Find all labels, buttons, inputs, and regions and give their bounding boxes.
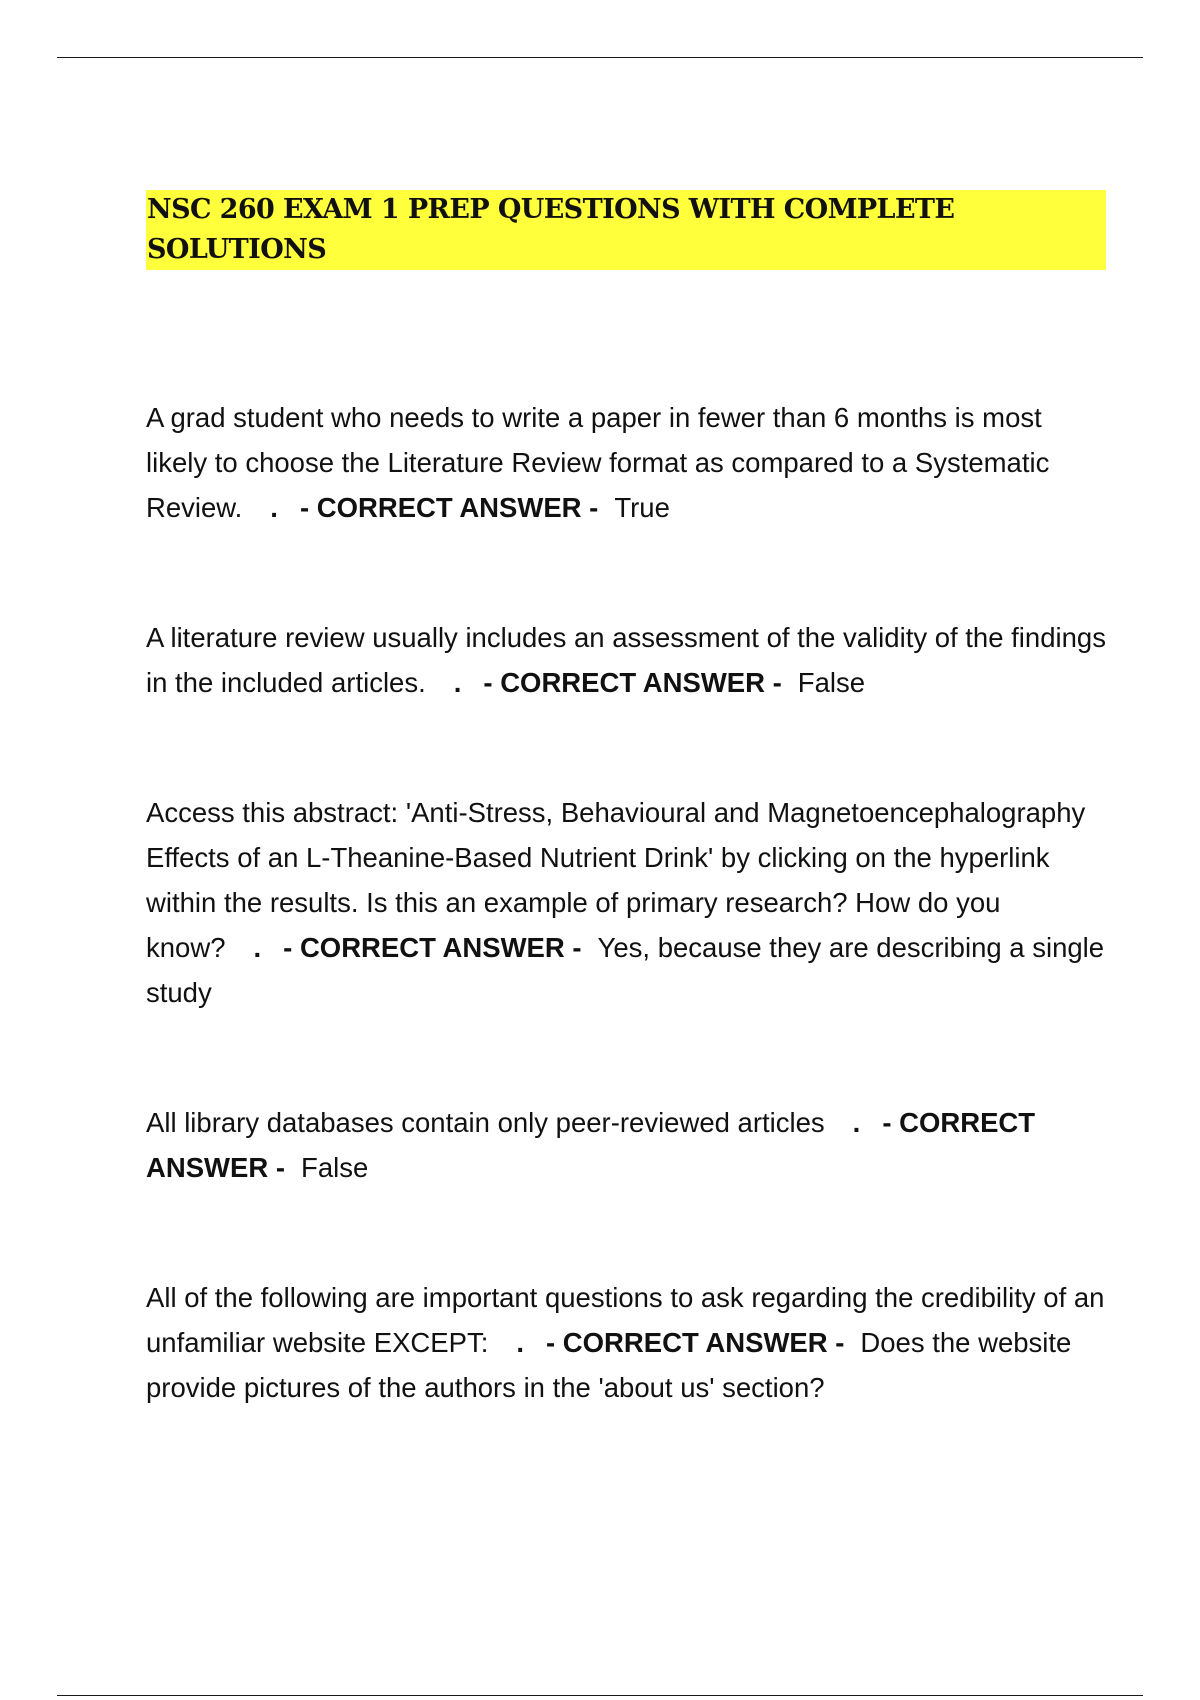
- answer-label: - CORRECT ANSWER -: [146, 1107, 1036, 1183]
- question-text: A literature review usually includes an assessment of the validity of the findings in the included articles.: [146, 622, 1106, 698]
- separator-dot: .: [453, 667, 462, 698]
- qa-item-3: [146, 790, 1106, 1015]
- document-body: [146, 190, 1106, 1495]
- answer-text: Yes, because they are describing a single study: [146, 932, 1105, 1008]
- qa-item-1: [146, 395, 1106, 530]
- question-text: All library databases contain only peer-reviewed articles: [146, 1107, 825, 1138]
- separator-dot: .: [516, 1327, 524, 1358]
- answer-text: False: [797, 667, 866, 698]
- question-text: Access this abstract: 'Anti-Stress, Behavioural and Magnetoencephalography Effects of an L-Theanine-Based Nutrient Drink' by clicking on the hyperlink within the results. Is this an example of primary research? How do you know?: [146, 797, 1086, 963]
- question-text: A grad student who needs to write a paper in fewer than 6 months is most likely to choose the Literature Review format as compared to a Systematic Review.: [146, 402, 1050, 523]
- answer-text: True: [614, 492, 670, 523]
- answer-label: - CORRECT ANSWER -: [546, 1327, 845, 1358]
- answer-text: Does the website provide pictures of the authors in the 'about us' section?: [146, 1327, 1072, 1403]
- answer-text: False: [301, 1152, 369, 1183]
- question-text: All of the following are important questions to ask regarding the credibility of an unfamiliar website EXCEPT:: [146, 1282, 1105, 1358]
- bottom-rule: [57, 1695, 1143, 1696]
- separator-dot: .: [270, 492, 278, 523]
- question-list: [146, 395, 1106, 1410]
- separator-dot: .: [253, 932, 262, 963]
- answer-label: - CORRECT ANSWER -: [299, 492, 599, 523]
- answer-label: - CORRECT ANSWER -: [283, 932, 582, 963]
- answer-label: - CORRECT ANSWER -: [483, 667, 782, 698]
- qa-item-5: [146, 1275, 1106, 1410]
- qa-item-2: [146, 615, 1106, 705]
- separator-dot: .: [852, 1107, 861, 1138]
- qa-item-4: [146, 1100, 1106, 1190]
- document-title: NSC 260 EXAM 1 PREP QUESTIONS WITH COMPLETE SOLUTIONS: [146, 190, 1106, 270]
- top-rule: [57, 57, 1143, 58]
